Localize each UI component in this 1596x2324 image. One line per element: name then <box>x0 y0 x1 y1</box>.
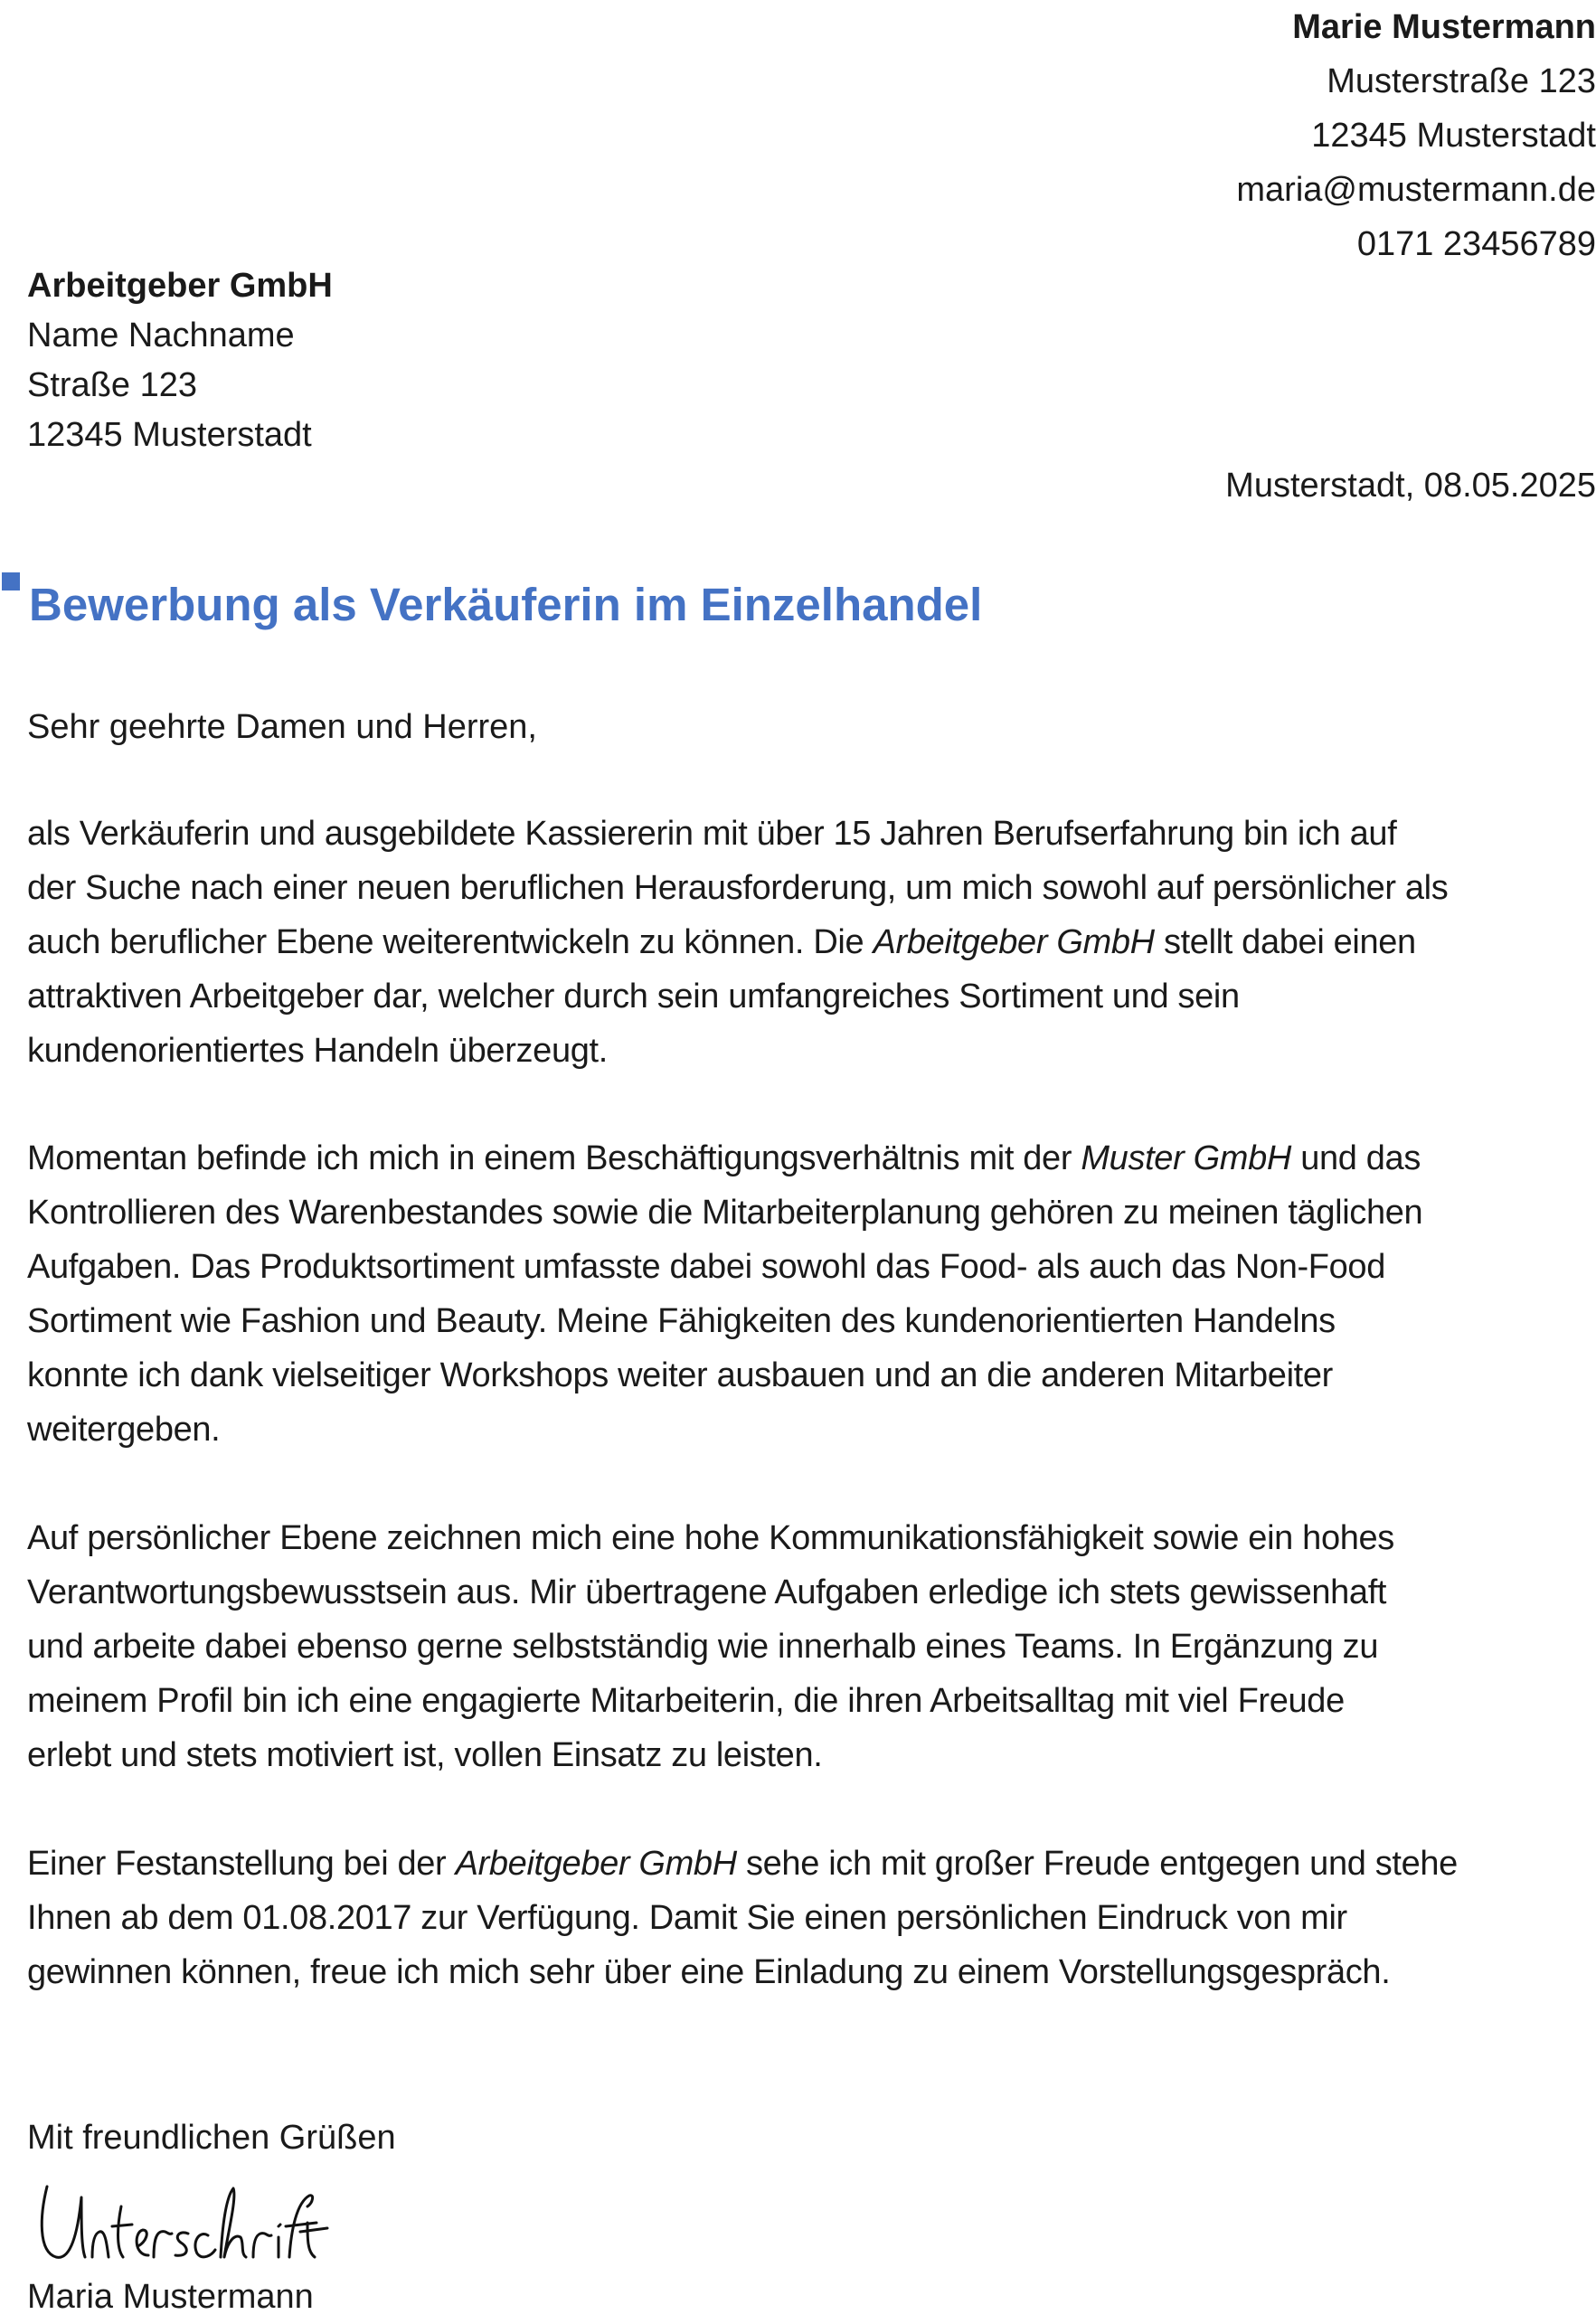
letter-subject: Bewerbung als Verkäuferin im Einzelhandel <box>29 579 983 630</box>
paragraph-availability <box>27 1837 1596 1999</box>
paragraph-line <box>27 915 1596 969</box>
recipient-company: Arbeitgeber GmbH <box>27 267 333 305</box>
text-segment: Einer Festanstellung bei der <box>27 1845 456 1883</box>
signer-name: Maria Mustermann <box>27 2278 314 2316</box>
text-segment: und das <box>1291 1139 1421 1177</box>
paragraph-line: Kontrollieren des Warenbestandes sowie die Mitarbeiterplanung gehören zu meinen täglichen <box>27 1194 1423 1232</box>
paragraph-current-position <box>27 1131 1596 1457</box>
paragraph-line: Ihnen ab dem 01.08.2017 zur Verfügung. Damit Sie einen persönlichen Eindruck von mir <box>27 1899 1347 1937</box>
paragraph-line <box>27 1131 1596 1186</box>
paragraph-line: meinem Profil bin ich eine engagierte Mitarbeiterin, die ihren Arbeitsalltag mit viel Freude <box>27 1682 1345 1720</box>
paragraph-personal-skills <box>27 1511 1596 1782</box>
handwritten-signature <box>36 2170 335 2270</box>
paragraph-line: Verantwortungsbewusstsein aus. Mir übertragene Aufgaben erledige ich stets gewissenhaft <box>27 1573 1387 1611</box>
text-segment: Momentan befinde ich mich in einem Beschäftigungsverhältnis mit der <box>27 1139 1081 1177</box>
sender-email: maria@mustermann.de <box>1236 171 1596 209</box>
paragraph-line: kundenorientiertes Handeln überzeugt. <box>27 1032 608 1070</box>
paragraph-line <box>27 1837 1596 1891</box>
heading-marker-icon <box>2 572 20 590</box>
company-name-emphasis: Arbeitgeber GmbH <box>455 1845 737 1883</box>
text-segment: stellt dabei einen <box>1154 923 1416 961</box>
letter-date: Musterstadt, 08.05.2025 <box>1225 467 1596 505</box>
paragraph-line: der Suche nach einer neuen beruflichen Herausforderung, um mich sowohl auf persönlicher als <box>27 869 1449 907</box>
paragraph-line: konnte ich dank vielseitiger Workshops weiter ausbauen und an die anderen Mitarbeiter <box>27 1356 1333 1394</box>
sender-city: 12345 Musterstadt <box>1311 117 1596 155</box>
salutation: Sehr geehrte Damen und Herren, <box>27 708 537 746</box>
paragraph-line: gewinnen können, freue ich mich sehr über eine Einladung zu einem Vorstellungsgespräch. <box>27 1953 1391 1991</box>
closing-greeting: Mit freundlichen Grüßen <box>27 2119 396 2157</box>
paragraph-line: attraktiven Arbeitgeber dar, welcher durch sein umfangreiches Sortiment und sein <box>27 978 1240 1016</box>
paragraph-introduction <box>27 807 1596 1078</box>
company-name-emphasis: Arbeitgeber GmbH <box>873 923 1155 961</box>
sender-address-block <box>1236 0 1596 271</box>
recipient-address-block <box>27 261 333 460</box>
sender-street: Musterstraße 123 <box>1327 62 1596 100</box>
recipient-street: Straße 123 <box>27 366 197 404</box>
text-segment: auch beruflicher Ebene weiterentwickeln zu können. Die <box>27 923 874 961</box>
paragraph-line: und arbeite dabei ebenso gerne selbstständig wie innerhalb eines Teams. In Ergänzung zu <box>27 1628 1379 1666</box>
paragraph-line: Auf persönlicher Ebene zeichnen mich eine hohe Kommunikationsfähigkeit sowie ein hohes <box>27 1519 1394 1557</box>
recipient-city: 12345 Musterstadt <box>27 416 312 454</box>
text-segment: sehe ich mit großer Freude entgegen und stehe <box>736 1845 1458 1883</box>
recipient-contact: Name Nachname <box>27 316 295 354</box>
paragraph-line: Sortiment wie Fashion und Beauty. Meine Fähigkeiten des kundenorientierten Handelns <box>27 1302 1336 1340</box>
sender-name: Marie Mustermann <box>1292 8 1596 46</box>
paragraph-line: weitergeben. <box>27 1411 221 1449</box>
paragraph-line: als Verkäuferin und ausgebildete Kassiererin mit über 15 Jahren Berufserfahrung bin ich auf <box>27 815 1397 853</box>
sender-phone: 0171 23456789 <box>1356 225 1596 263</box>
paragraph-line: Aufgaben. Das Produktsortiment umfasste dabei sowohl das Food- als auch das Non-Food <box>27 1248 1385 1286</box>
company-name-emphasis: Muster GmbH <box>1081 1139 1291 1177</box>
paragraph-line: erlebt und stets motiviert ist, vollen Einsatz zu leisten. <box>27 1736 823 1774</box>
